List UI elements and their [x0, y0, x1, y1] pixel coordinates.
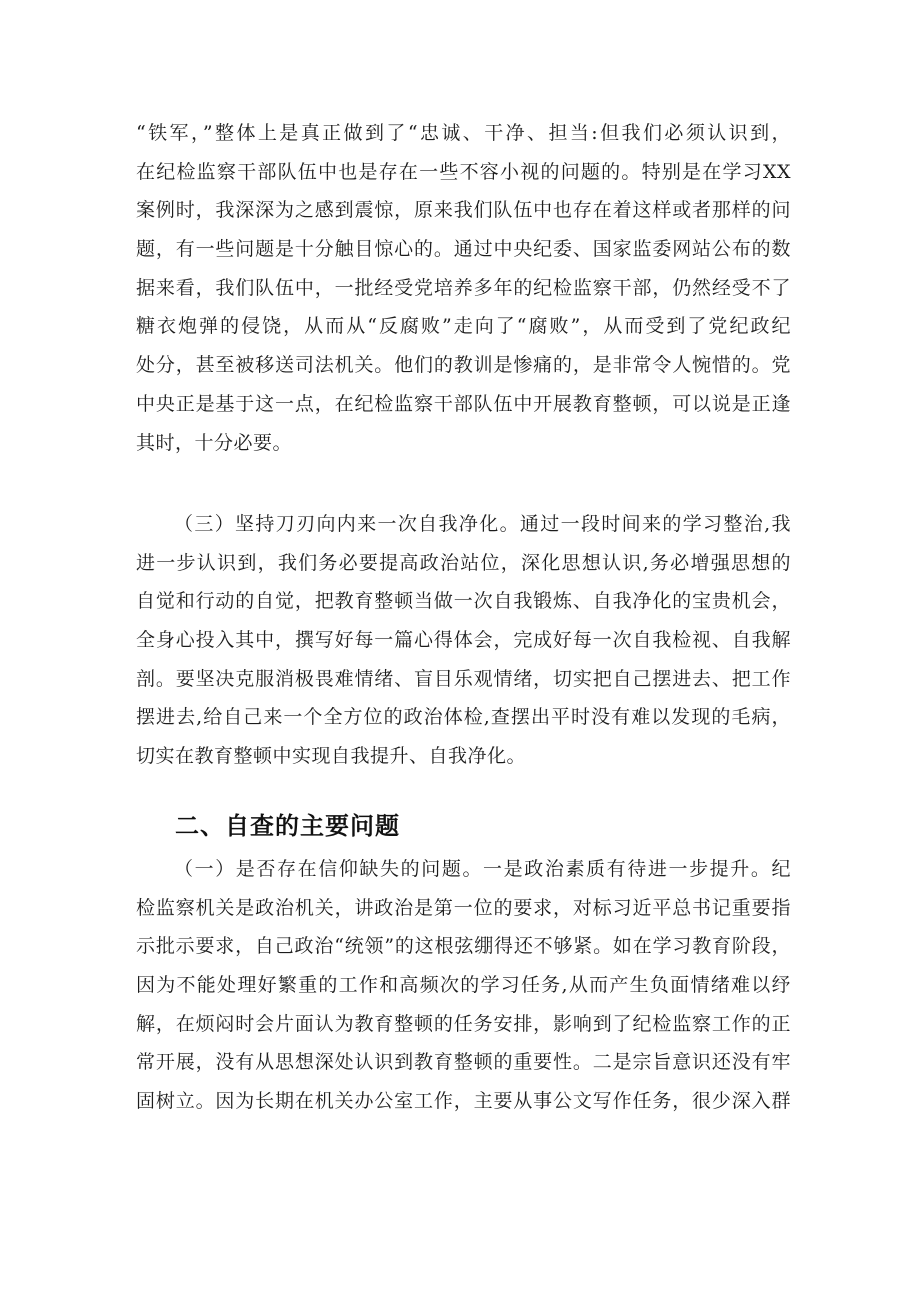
paragraph-line: 因为不能处理好繁重的工作和高频次的学习任务,从而产生负面情绪难以纾: [136, 974, 791, 997]
paragraph-line: 糖衣炮弹的侵饶，从而从“反腐败”走向了“腐败”，从而受到了党纪政纪: [136, 315, 791, 338]
paragraph-line: （一）是否存在信仰缺失的问题。一是政治素质有待进一步提升。纪: [174, 858, 791, 880]
paragraph-line: 全身心投入其中，撰写好每一篇心得体会，完成好每一次自我检视、自我解: [136, 629, 791, 652]
paragraph-line: （三）坚持刀刃向内来一次自我净化。通过一段时间来的学习整治,我: [174, 513, 791, 535]
paragraph-continuation: [136, 114, 791, 462]
paragraph-line: 检监察机关是政治机关，讲政治是第一位的要求，对标习近平总书记重要指: [136, 896, 791, 919]
paragraph-line: 在纪检监察干部队伍中也是存在一些不容小视的问题的。特别是在学习XX: [136, 160, 791, 183]
paragraph-line: 据来看，我们队伍中，一批经受党培养多年的纪检监察干部，仍然经受不了: [136, 276, 791, 299]
paragraph-line: 自觉和行动的自觉，把教育整顿当做一次自我锻炼、自我净化的宝贵机会，: [136, 590, 791, 613]
paragraph-line: 剖。要坚决克服消极畏难情绪、盲目乐观情绪，切实把自己摆进去、把工作: [136, 667, 791, 690]
section-heading: 二、自查的主要问题: [175, 812, 400, 840]
paragraph-line: 中央正是基于这一点，在纪检监察干部队伍中开展教育整顿，可以说是正逢: [136, 392, 791, 415]
paragraph-line: 处分，甚至被移送司法机关。他们的教训是惨痛的，是非常令人惋惜的。党: [136, 354, 791, 377]
paragraph-line: 解，在烦闷时会片面认为教育整顿的任务安排，影响到了纪检监察工作的正: [136, 1012, 791, 1035]
paragraph-line: 其时，十分必要。: [136, 431, 293, 454]
paragraph-line: 摆进去,给自己来一个全方位的政治体检,查摆出平时没有难以发现的毛病，: [136, 706, 791, 729]
paragraph-line: 示批示要求，自己政治“统领”的这根弦绷得还不够紧。如在学习教育阶段，: [136, 935, 791, 958]
paragraph-self-purification: [136, 505, 791, 776]
paragraph-line: 案例时，我深深为之感到震惊，原来我们队伍中也存在着这样或者那样的问: [136, 199, 791, 222]
paragraph-line: 题，有一些问题是十分触目惊心的。通过中央纪委、国家监委网站公布的数: [136, 238, 791, 261]
paragraph-line: 常开展，没有从思想深处认识到教育整顿的重要性。二是宗旨意识还没有牢: [136, 1051, 791, 1074]
paragraph-line: 切实在教育整顿中实现自我提升、自我净化。: [136, 745, 527, 768]
paragraph-faith-issues: [136, 850, 791, 1121]
paragraph-line: 进一步认识到，我们务必要提高政治站位，深化思想认识,务必增强思想的: [136, 551, 791, 574]
paragraph-line: “铁军，”整体上是真正做到了“忠诚、干净、担当:但我们必须认识到，: [136, 122, 791, 144]
paragraph-line: 固树立。因为长期在机关办公室工作，主要从事公文写作任务，很少深入群: [136, 1090, 791, 1113]
